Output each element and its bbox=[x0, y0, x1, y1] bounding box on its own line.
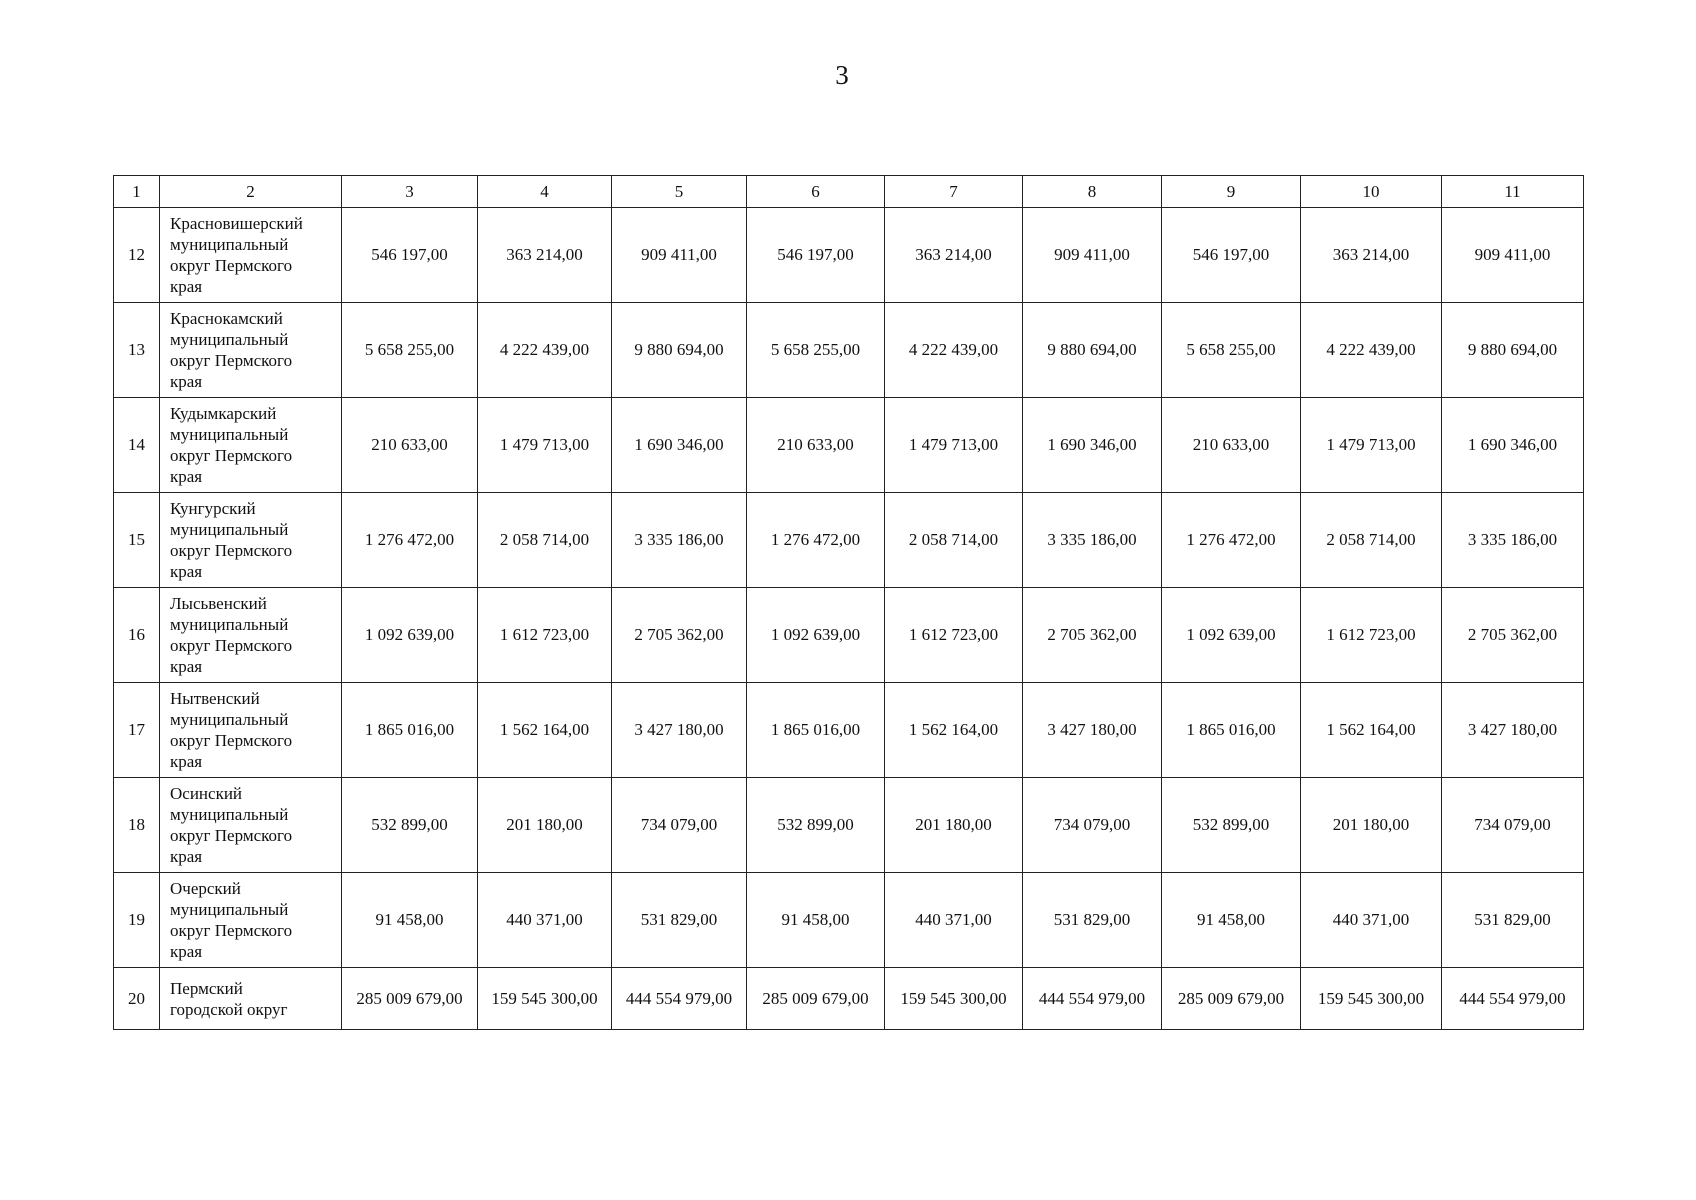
amount-cell: 531 829,00 bbox=[1023, 873, 1162, 968]
amount-cell: 3 427 180,00 bbox=[1442, 683, 1584, 778]
municipality-name-line: края bbox=[170, 847, 203, 866]
amount-cell: 440 371,00 bbox=[1301, 873, 1442, 968]
amount-cell: 9 880 694,00 bbox=[1442, 303, 1584, 398]
row-number-cell: 14 bbox=[114, 398, 160, 493]
municipality-name-line: края bbox=[170, 467, 203, 486]
amount-cell: 531 829,00 bbox=[1442, 873, 1584, 968]
amount-cell: 444 554 979,00 bbox=[1023, 968, 1162, 1030]
amount-cell: 440 371,00 bbox=[885, 873, 1023, 968]
amount-cell: 210 633,00 bbox=[1162, 398, 1301, 493]
municipality-name-line: Кудымкарский bbox=[170, 404, 277, 423]
column-number-header: 3 bbox=[342, 176, 478, 208]
municipality-name-cell bbox=[160, 303, 342, 398]
row-number-cell: 13 bbox=[114, 303, 160, 398]
column-number-header: 1 bbox=[114, 176, 160, 208]
municipality-name-line: округ Пермского bbox=[170, 541, 293, 560]
municipality-name-line: округ Пермского bbox=[170, 256, 293, 275]
amount-cell: 532 899,00 bbox=[342, 778, 478, 873]
column-number-header: 6 bbox=[747, 176, 885, 208]
municipality-name-line: городской округ bbox=[170, 999, 288, 1019]
amount-cell: 201 180,00 bbox=[478, 778, 612, 873]
amount-cell: 909 411,00 bbox=[1023, 208, 1162, 303]
municipality-name-cell bbox=[160, 493, 342, 588]
amount-cell: 1 612 723,00 bbox=[885, 588, 1023, 683]
amount-cell: 1 562 164,00 bbox=[885, 683, 1023, 778]
amount-cell: 1 092 639,00 bbox=[747, 588, 885, 683]
table-row bbox=[114, 873, 1584, 968]
municipality-name-cell bbox=[160, 968, 342, 1030]
municipality-name-line: муниципальный bbox=[170, 425, 289, 444]
municipality-name-line: края bbox=[170, 752, 203, 771]
amount-cell: 440 371,00 bbox=[478, 873, 612, 968]
amount-cell: 9 880 694,00 bbox=[1023, 303, 1162, 398]
amount-cell: 1 479 713,00 bbox=[478, 398, 612, 493]
amount-cell: 531 829,00 bbox=[612, 873, 747, 968]
amount-cell: 909 411,00 bbox=[1442, 208, 1584, 303]
amount-cell: 1 479 713,00 bbox=[885, 398, 1023, 493]
amount-cell: 285 009 679,00 bbox=[1162, 968, 1301, 1030]
municipality-name-line: Лысьвенский bbox=[170, 594, 267, 613]
amount-cell: 210 633,00 bbox=[342, 398, 478, 493]
amount-cell: 1 865 016,00 bbox=[342, 683, 478, 778]
amount-cell: 1 612 723,00 bbox=[1301, 588, 1442, 683]
amount-cell: 4 222 439,00 bbox=[478, 303, 612, 398]
amount-cell: 1 479 713,00 bbox=[1301, 398, 1442, 493]
municipality-name-line: края bbox=[170, 277, 203, 296]
amount-cell: 546 197,00 bbox=[1162, 208, 1301, 303]
amount-cell: 91 458,00 bbox=[1162, 873, 1301, 968]
amount-cell: 532 899,00 bbox=[1162, 778, 1301, 873]
row-number-cell: 12 bbox=[114, 208, 160, 303]
amount-cell: 1 276 472,00 bbox=[342, 493, 478, 588]
municipality-name-line: округ Пермского bbox=[170, 351, 293, 370]
amount-cell: 1 690 346,00 bbox=[612, 398, 747, 493]
municipality-name-cell bbox=[160, 208, 342, 303]
amount-cell: 1 276 472,00 bbox=[1162, 493, 1301, 588]
table-row bbox=[114, 778, 1584, 873]
amount-cell: 159 545 300,00 bbox=[478, 968, 612, 1030]
amount-cell: 201 180,00 bbox=[1301, 778, 1442, 873]
table-row bbox=[114, 968, 1584, 1030]
amount-cell: 5 658 255,00 bbox=[342, 303, 478, 398]
municipality-name-cell bbox=[160, 588, 342, 683]
column-number-header: 5 bbox=[612, 176, 747, 208]
column-number-header: 8 bbox=[1023, 176, 1162, 208]
row-number-cell: 18 bbox=[114, 778, 160, 873]
amount-cell: 1 865 016,00 bbox=[747, 683, 885, 778]
municipality-name-line: Осинский bbox=[170, 784, 243, 803]
amount-cell: 159 545 300,00 bbox=[1301, 968, 1442, 1030]
amount-cell: 1 612 723,00 bbox=[478, 588, 612, 683]
row-number-cell: 19 bbox=[114, 873, 160, 968]
municipality-name-cell bbox=[160, 683, 342, 778]
amount-cell: 1 092 639,00 bbox=[1162, 588, 1301, 683]
page-number: 3 bbox=[835, 60, 849, 90]
amount-cell: 91 458,00 bbox=[342, 873, 478, 968]
row-number-cell: 17 bbox=[114, 683, 160, 778]
municipality-name-line: края bbox=[170, 657, 203, 676]
amount-cell: 9 880 694,00 bbox=[612, 303, 747, 398]
municipality-name-line: округ Пермского bbox=[170, 636, 293, 655]
column-number-header: 11 bbox=[1442, 176, 1584, 208]
municipality-name-cell bbox=[160, 778, 342, 873]
amount-cell: 3 427 180,00 bbox=[1023, 683, 1162, 778]
municipality-name-line: муниципальный bbox=[170, 235, 289, 254]
amount-cell: 2 058 714,00 bbox=[885, 493, 1023, 588]
amount-cell: 532 899,00 bbox=[747, 778, 885, 873]
column-number-header: 4 bbox=[478, 176, 612, 208]
municipality-name-line: округ Пермского bbox=[170, 921, 293, 940]
municipality-name-line: округ Пермского bbox=[170, 731, 293, 750]
municipality-name-line: муниципальный bbox=[170, 805, 289, 824]
amount-cell: 1 092 639,00 bbox=[342, 588, 478, 683]
amount-cell: 909 411,00 bbox=[612, 208, 747, 303]
amount-cell: 210 633,00 bbox=[747, 398, 885, 493]
municipality-name-line: Кунгурский bbox=[170, 499, 256, 518]
amount-cell: 91 458,00 bbox=[747, 873, 885, 968]
column-number-row bbox=[114, 176, 1584, 208]
amount-cell: 5 658 255,00 bbox=[1162, 303, 1301, 398]
table-row bbox=[114, 303, 1584, 398]
municipality-name-line: Нытвенский bbox=[170, 689, 260, 708]
amount-cell: 285 009 679,00 bbox=[342, 968, 478, 1030]
amount-cell: 1 562 164,00 bbox=[1301, 683, 1442, 778]
amount-cell: 4 222 439,00 bbox=[1301, 303, 1442, 398]
column-number-header: 10 bbox=[1301, 176, 1442, 208]
table-row bbox=[114, 588, 1584, 683]
table-row bbox=[114, 208, 1584, 303]
table-row bbox=[114, 683, 1584, 778]
municipality-name-cell bbox=[160, 873, 342, 968]
amount-cell: 2 058 714,00 bbox=[1301, 493, 1442, 588]
amount-cell: 1 690 346,00 bbox=[1023, 398, 1162, 493]
municipality-name-line: муниципальный bbox=[170, 520, 289, 539]
amount-cell: 1 276 472,00 bbox=[747, 493, 885, 588]
amount-cell: 734 079,00 bbox=[1023, 778, 1162, 873]
amount-cell: 2 705 362,00 bbox=[1023, 588, 1162, 683]
municipality-name-line: Пермский bbox=[170, 978, 243, 998]
municipality-name-line: муниципальный bbox=[170, 900, 289, 919]
row-number-cell: 20 bbox=[114, 968, 160, 1030]
table-row bbox=[114, 398, 1584, 493]
municipality-name-line: края bbox=[170, 942, 203, 961]
amount-cell: 3 335 186,00 bbox=[1442, 493, 1584, 588]
amount-cell: 3 335 186,00 bbox=[1023, 493, 1162, 588]
municipality-name-line: округ Пермского bbox=[170, 446, 293, 465]
amount-cell: 1 562 164,00 bbox=[478, 683, 612, 778]
amount-cell: 546 197,00 bbox=[747, 208, 885, 303]
municipality-name-line: муниципальный bbox=[170, 330, 289, 349]
municipality-name-line: муниципальный bbox=[170, 615, 289, 634]
amount-cell: 201 180,00 bbox=[885, 778, 1023, 873]
municipality-name-line: округ Пермского bbox=[170, 826, 293, 845]
data-table bbox=[113, 175, 1584, 1030]
amount-cell: 2 058 714,00 bbox=[478, 493, 612, 588]
amount-cell: 1 865 016,00 bbox=[1162, 683, 1301, 778]
amount-cell: 3 427 180,00 bbox=[612, 683, 747, 778]
amount-cell: 734 079,00 bbox=[1442, 778, 1584, 873]
table-body bbox=[114, 176, 1584, 1030]
amount-cell: 285 009 679,00 bbox=[747, 968, 885, 1030]
municipality-name-line: Очерский bbox=[170, 879, 241, 898]
column-number-header: 7 bbox=[885, 176, 1023, 208]
amount-cell: 363 214,00 bbox=[1301, 208, 1442, 303]
amount-cell: 159 545 300,00 bbox=[885, 968, 1023, 1030]
amount-cell: 363 214,00 bbox=[478, 208, 612, 303]
amount-cell: 444 554 979,00 bbox=[1442, 968, 1584, 1030]
column-number-header: 2 bbox=[160, 176, 342, 208]
row-number-cell: 16 bbox=[114, 588, 160, 683]
municipality-name-line: муниципальный bbox=[170, 710, 289, 729]
amount-cell: 734 079,00 bbox=[612, 778, 747, 873]
municipality-name-line: Краснокамский bbox=[170, 309, 283, 328]
municipality-name-cell bbox=[160, 398, 342, 493]
amount-cell: 5 658 255,00 bbox=[747, 303, 885, 398]
amount-cell: 2 705 362,00 bbox=[612, 588, 747, 683]
amount-cell: 4 222 439,00 bbox=[885, 303, 1023, 398]
amount-cell: 3 335 186,00 bbox=[612, 493, 747, 588]
municipality-name-line: Красновишерский bbox=[170, 214, 303, 233]
amount-cell: 546 197,00 bbox=[342, 208, 478, 303]
municipality-name-line: края bbox=[170, 372, 203, 391]
column-number-header: 9 bbox=[1162, 176, 1301, 208]
amount-cell: 1 690 346,00 bbox=[1442, 398, 1584, 493]
amount-cell: 363 214,00 bbox=[885, 208, 1023, 303]
row-number-cell: 15 bbox=[114, 493, 160, 588]
amount-cell: 2 705 362,00 bbox=[1442, 588, 1584, 683]
amount-cell: 444 554 979,00 bbox=[612, 968, 747, 1030]
municipality-name-line: края bbox=[170, 562, 203, 581]
table-row bbox=[114, 493, 1584, 588]
